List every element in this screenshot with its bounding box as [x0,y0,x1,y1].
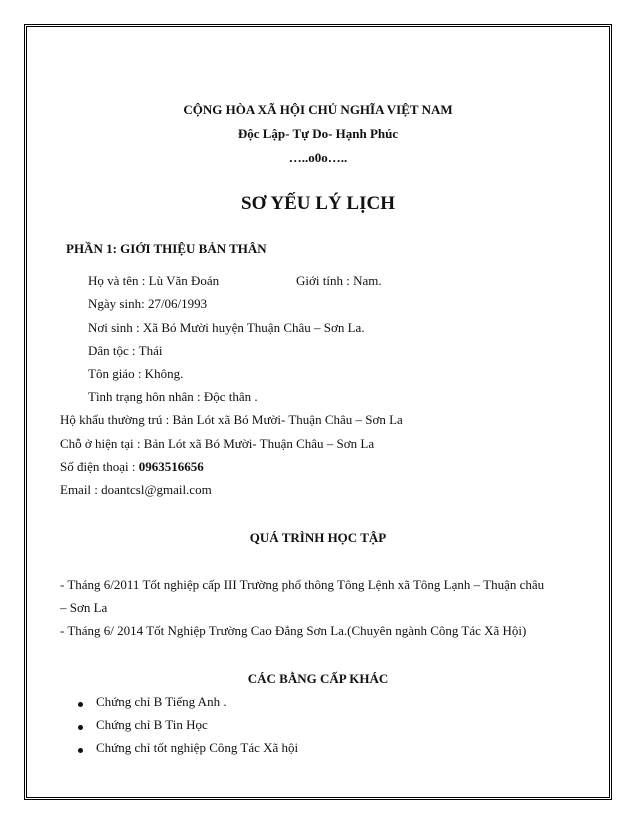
certificate-item: Chứng chỉ B Tin Học [96,717,208,732]
marital-status: Tình trạng hôn nhân : Độc thân . [88,389,258,404]
phone-number: 0963516656 [138,459,204,474]
education-item-2: - Tháng 6/ 2014 Tốt Nghiệp Trường Cao Đẳng Sơn La.(Chuyên ngành Công Tác Xã Hội) [60,623,527,638]
certificate-item: Chứng chỉ B Tiếng Anh . [96,694,227,709]
education-item-1: - Tháng 6/2011 Tốt nghiệp cấp III Trường phổ thông Tông Lệnh xã Tông Lạnh – Thuận châu [60,577,545,592]
bullet-icon [78,748,83,753]
education-heading: QUÁ TRÌNH HỌC TẬP [249,530,387,545]
full-name: Họ và tên : Lù Văn Đoán [88,273,220,288]
bullet-icon [78,702,83,707]
document-title: SƠ YẾU LÝ LỊCH [241,193,395,214]
certificates-heading: CÁC BẰNG CẤP KHÁC [247,671,389,686]
phone-line [60,459,204,475]
ethnicity: Dân tộc : Thái [88,343,163,358]
certificate-item: Chứng chỉ tốt nghiệp Công Tác Xã hội [96,740,299,755]
nation-header: CỘNG HÒA XÃ HỘI CHỦ NGHĨA VIỆT NAM [183,102,453,117]
bullet-icon [78,725,83,730]
religion: Tôn giáo : Không. [88,366,184,381]
birthplace: Nơi sinh : Xã Bó Mười huyện Thuận Châu – Sơn La. [88,320,365,335]
email: Email : doantcsl@gmail.com [60,482,212,497]
date-of-birth: Ngày sinh: 27/06/1993 [88,296,208,311]
phone-label: Số điện thoại : [60,459,139,474]
permanent-residence: Hộ khẩu thường trú : Bản Lót xã Bó Mười- Thuận Châu – Sơn La [60,412,403,427]
ornament: …..o0o….. [288,150,348,165]
motto: Độc Lập- Tự Do- Hạnh Phúc [237,126,399,141]
education-item-1-cont: – Sơn La [60,600,108,615]
current-address: Chỗ ở hiện tại : Bản Lót xã Bó Mười- Thuận Châu – Sơn La [60,436,375,451]
gender: Giới tính : Nam. [296,273,382,288]
section1-heading: PHẦN 1: GIỚI THIỆU BẢN THÂN [66,241,267,256]
